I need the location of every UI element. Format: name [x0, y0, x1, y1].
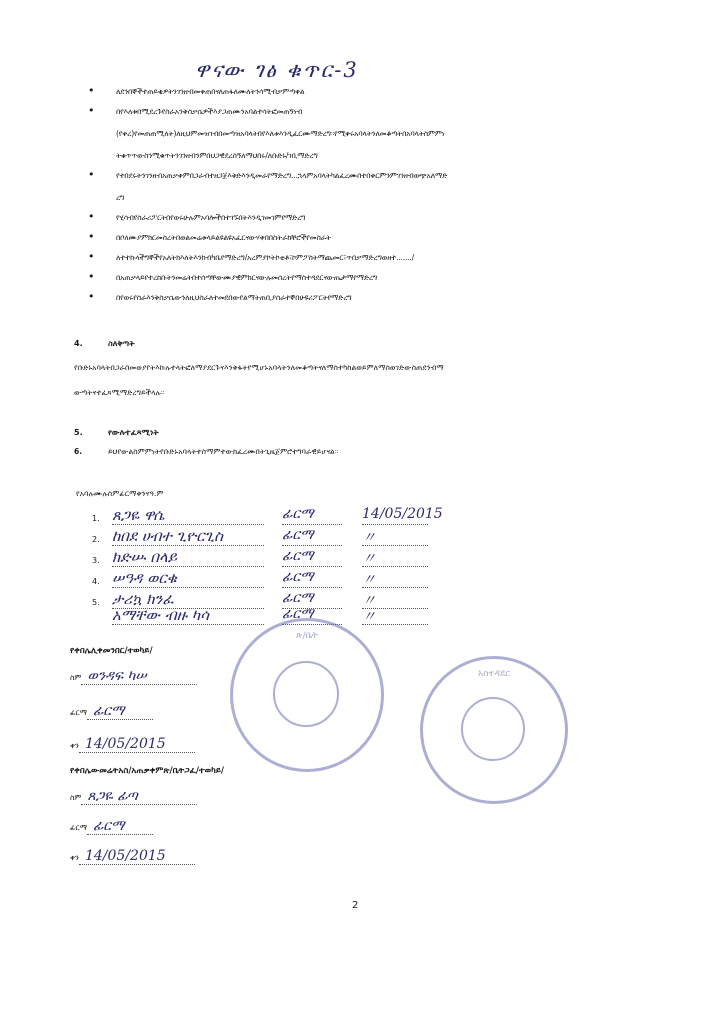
member-name: ጸጋዬ ዋሴ [112, 506, 264, 525]
bullet-line: ትቁጥጥውስንሚቁጥትንገንዘብንምበህጋዊደረሰኝለማህበሩ/ለቡድኑ/ገቢማድረግ [116, 151, 318, 160]
bullet-line: • የተበደሩትንገንዘብአጠቃቀምበጋራብተዘጋጀእቅድእንዲመራየማድረግ...ኋላምአባላትካልፈረሙበተበቀርምንምገንዘብወጭአለማድ [116, 171, 448, 180]
kebele-signature-field: ፊርማ ፊርማ [70, 703, 153, 720]
page-number: 2 [352, 900, 359, 911]
bullet-line: • ለተተኩላችግኞችየአለትክእለትእንክብካቤየማድረግ/አረምያኮትኮቲቶ፣ኮምፖስትማጨመር፣ጥበቃማድረግወዘተ......./ [116, 253, 414, 262]
bullet-item [88, 212, 678, 223]
member-signature: ፊርማ [282, 548, 342, 567]
official-stamp-left: ጽ/ቤት [230, 618, 384, 772]
land-office-name-field: ስም ጸጋዬ ፊጣ [70, 788, 197, 805]
member-signature: ፊርማ [282, 590, 342, 609]
member-date: 〃 [362, 527, 428, 546]
member-number: 2. [92, 535, 100, 544]
section-6-text: 6. ይህየውልስምምነትየቡድኑአባላትተስማምተውከፈረሙበትጊዜጀምሮተግባራዊይሆናል። [74, 447, 339, 456]
kebele-name-field: ስም ወንዳፍ ካሠ [70, 668, 197, 685]
member-date: 〃 [362, 569, 428, 588]
bullet-item [88, 292, 678, 303]
member-number: 4. [92, 577, 100, 586]
member-name: ከበደ ሀብተ ጊዮርጊስ [112, 527, 264, 546]
member-list-intro: የአባሉሙሉስምፊርማቀንናዓ.ም [76, 489, 164, 498]
member-date: 〃 [362, 606, 428, 625]
bullet-line: • በየወሩየስራእንቅስቃሴውንለዚህስራለተመደበውየልማትጠቢያሰራተኞበሁዩሪፖርትየማድረግ [116, 293, 352, 302]
bullet-line: • የሂሳብየስራሪፖርትበየወሩሁሉምአባሎችበተገኙበትእንዲገመገምየማድረግ [116, 213, 306, 222]
member-name: ክድሡ በላይ [112, 548, 264, 567]
bullet-item [88, 86, 678, 97]
handwritten-page-title: ዋናው ገፅ ቁጥር-3 [195, 58, 359, 82]
bullet-line: • በቦለሙያምክርመስረትበወልመሬቱላይልዩልዩአፈርናውሃቀበበስትራክቸሮችየመስራት [116, 233, 331, 242]
member-name: ሠዓዳ ወርቁ [112, 569, 264, 588]
member-number: 1. [92, 514, 100, 523]
bullet-item [88, 106, 678, 161]
section-5-heading: 5. የውሉተፈጻሚነት [74, 428, 159, 437]
section-4-text: የቡድኑአባላትበጋራበመወያየትእኩሉተላትፎለማያደርጉናእንቅፋትየሚሆኑአባላትንለመቆጣትናለማስተካከልወይምለማስወገድውስጠደንብማ ውጣትናተፈጻሚማድረግይችላሉ። [74, 363, 444, 397]
bullet-item [88, 252, 678, 263]
member-signature: ፊርማ [282, 606, 342, 625]
bullet-item [88, 232, 678, 243]
bullet-line: (የቀረ)የመጠጠሚለት)ለዚህምመዝገብበመጣዝአባላትበየእለቱእንዲፈርሙማድረግ።የሚቀሩአባላትንለመቆጣትበአባላትስምምነ [116, 129, 445, 138]
member-date: 〃 [362, 548, 428, 567]
section-4-heading: 4. ስለቅጣት [74, 339, 135, 348]
land-office-signature-field: ፊርማ ፊርማ [70, 818, 153, 835]
official-stamp-right: አስተዳደር [420, 656, 568, 804]
land-office-rep-heading: የቀበሌውመሬትአስ/አጠቃቀምጽ/ቤትጋፈ/ተወካይ/ [70, 766, 225, 776]
kebele-chair-heading: የቀበሌሊቀመንበር/ተወካይ/ [70, 646, 153, 656]
bullet-line: • በአጠቃላይየተረከቡትንመሬትበተሰጣቸውሙያዊምክርናውሉመሰረትየማስተዳደርናውጤታማየማድረግ [116, 273, 378, 282]
bullet-item [88, 272, 678, 283]
land-office-date-field: ቀን 14/05/2015 [70, 848, 195, 865]
member-signature: ፊርማ [282, 569, 342, 588]
member-date: 14/05/2015 [362, 506, 428, 525]
duties-bullet-list [88, 86, 678, 312]
member-signature: ፊርማ [282, 506, 342, 525]
bullet-item [88, 170, 678, 203]
bullet-line: • በየእለቱበሚደረጉየስራአንቅስቃሴዎችእያጋጠሙንአባልተሳትፎመጠኝነብ [116, 107, 303, 116]
member-name: አማቸው ብዙ ካሳ [112, 606, 264, 625]
bullet-line: ረግ [116, 193, 125, 202]
member-name: ታሪኳ ክንፈ [112, 590, 264, 609]
member-number: 3. [92, 556, 100, 565]
member-number: 5. [92, 598, 100, 607]
bullet-line: • ለደንበኞችተጠይቂዎትንገንዘብመቀጠበናለጠፋለሙለትንሳሚብቃምጣቀል [116, 87, 305, 96]
kebele-date-field: ቀን 14/05/2015 [70, 736, 195, 753]
member-date: 〃 [362, 590, 428, 609]
member-signature: ፊርማ [282, 527, 342, 546]
